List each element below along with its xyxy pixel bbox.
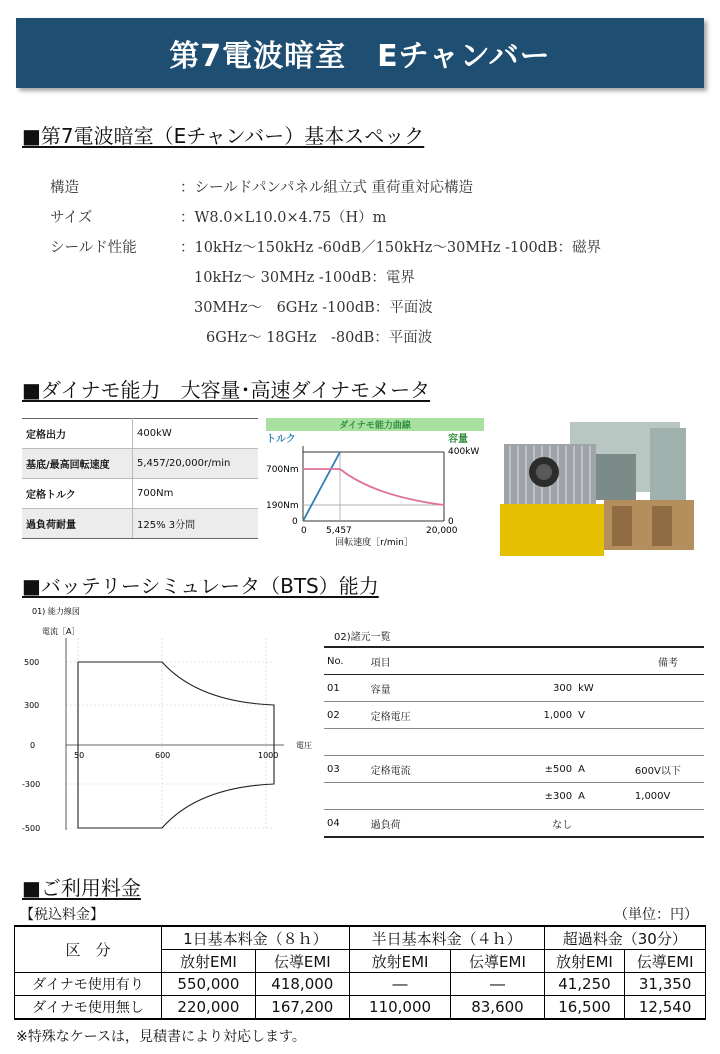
bts-spec-table: [324, 646, 704, 838]
dynamometer-photo: [500, 414, 706, 556]
spec-structure-value: ：シールドパンパネル組立式 重荷重対応構造: [180, 180, 474, 196]
dyna-row-label: 過負荷耐量: [22, 509, 133, 539]
row-note: 1,000V: [632, 783, 704, 810]
sub-header: 伝導EMI: [255, 950, 349, 973]
table-row: [324, 756, 704, 783]
torque-falloff-curve: [340, 469, 444, 505]
section-heading-dyna: ■ダイナモ能力 大容量･高速ダイナモメータ: [22, 378, 431, 402]
fee-cell: 16,500: [544, 996, 625, 1020]
header-no: No.: [324, 647, 368, 675]
spec-shield-line: 10kHz～ 30MHz -100dB：電界: [194, 270, 415, 286]
row-no: 02: [324, 702, 368, 729]
row-value: 1,000: [505, 702, 575, 729]
table-row: [22, 449, 258, 479]
y-axis-label: 電流［A］: [42, 627, 80, 636]
row-item: [368, 783, 506, 810]
title-banner: [16, 18, 704, 88]
dyna-row-value: 125% 3分間: [133, 509, 259, 539]
x-tick-label: 20,000: [426, 526, 458, 536]
table-header-row: [15, 926, 706, 950]
row-unit: A: [575, 783, 632, 810]
sub-header: 伝導EMI: [625, 950, 706, 973]
table-row: [324, 702, 704, 729]
dyna-spec-table: [22, 418, 258, 539]
row-note: [632, 675, 704, 702]
row-item: 定格電圧: [368, 702, 506, 729]
spec-shield-line: 30MHz～ 6GHz -100dB：平面波: [194, 300, 433, 316]
table-row: [324, 675, 704, 702]
fee-cell: 110,000: [349, 996, 451, 1020]
x-tick-label: 600: [155, 751, 171, 760]
fee-cell: 83,600: [451, 996, 544, 1020]
y-tick-label: 500: [24, 658, 40, 667]
row-unit: [575, 810, 632, 838]
row-no: 01: [324, 675, 368, 702]
x-tick-label: 1000: [258, 751, 279, 760]
dyna-row-value: 700Nm: [133, 479, 259, 509]
x-tick-label: 50: [74, 751, 85, 760]
section-heading-bts: ■バッテリーシミュレータ（BTS）能力: [22, 574, 379, 598]
header-note: 備考: [632, 647, 704, 675]
table-row: [22, 479, 258, 509]
footnote: ※特殊なケースは，見積書により対応します。: [16, 1029, 306, 1045]
spec-size-value: ：W8.0×L10.0×4.75（H）m: [180, 210, 387, 226]
fee-cell: ―: [349, 973, 451, 996]
category-header: 区 分: [15, 926, 162, 973]
page-title: 第7電波暗室 Eチャンバー: [169, 39, 551, 74]
spec-shield-line: ：10kHz～150kHz -60dB／150kHz～30MHz -100dB：磁界: [180, 240, 602, 256]
y-tick-label: 300: [24, 701, 40, 710]
spec-shield-label: シールド性能: [50, 240, 137, 256]
dyna-row-label: 定格出力: [22, 419, 133, 449]
table-row: [324, 810, 704, 838]
row-label: ダイナモ使用有り: [15, 973, 162, 996]
fee-cell: 550,000: [162, 973, 256, 996]
x-tick-label: 0: [301, 526, 307, 536]
row-value: [505, 729, 575, 756]
dyna-row-label: 基底/最高回転速度: [22, 449, 133, 479]
power-axis-title: 容量: [448, 434, 468, 445]
row-value: 300: [505, 675, 575, 702]
row-item: [368, 729, 506, 756]
y-tick-label: 0: [30, 741, 36, 750]
table-row: [22, 509, 258, 539]
group-header: 1日基本料金（８ｈ）: [162, 926, 350, 950]
section-heading-fee: ■ご利用料金: [22, 876, 141, 900]
x-axis-label: 電圧: [296, 741, 312, 750]
sub-header: 放射EMI: [162, 950, 256, 973]
table-row: [324, 783, 704, 810]
yellow-base: [500, 504, 604, 556]
fee-cell: 31,350: [625, 973, 706, 996]
x-tick-label: 5,457: [326, 526, 352, 536]
row-item: 過負荷: [368, 810, 506, 838]
row-label: ダイナモ使用無し: [15, 996, 162, 1020]
row-unit: kW: [575, 675, 632, 702]
row-no: 03: [324, 756, 368, 783]
row-no: 04: [324, 810, 368, 838]
fee-cell: 167,200: [255, 996, 349, 1020]
row-note: 600V以下: [632, 756, 704, 783]
fee-cell: 41,250: [544, 973, 625, 996]
fee-cell: 220,000: [162, 996, 256, 1020]
row-no: [324, 729, 368, 756]
y-tick-label: -500: [22, 824, 41, 833]
row-value: ±300: [505, 783, 575, 810]
y-tick-label: -300: [22, 780, 41, 789]
x-axis-label: 回転速度［r/min］: [335, 538, 413, 548]
spec-shield-line: 6GHz～ 18GHz -80dB：平面波: [206, 330, 433, 346]
group-header: 超過料金（30分）: [544, 926, 705, 950]
spec-size-label: サイズ: [50, 210, 93, 226]
group-header: 半日基本料金（４ｈ）: [349, 926, 544, 950]
tax-note: 【税込料金】: [20, 907, 104, 923]
row-item: 定格電流: [368, 756, 506, 783]
fee-cell: 12,540: [625, 996, 706, 1020]
row-value: なし: [505, 810, 575, 838]
row-note: [632, 702, 704, 729]
sub-header: 放射EMI: [544, 950, 625, 973]
dyna-row-label: 定格トルク: [22, 479, 133, 509]
sub-header: 伝導EMI: [451, 950, 544, 973]
unit-note: （単位：円）: [614, 907, 698, 923]
bts-table-title: 02)諸元一覧: [334, 632, 391, 643]
fee-table: [14, 925, 706, 1020]
y-tick-label: 190Nm: [266, 501, 299, 511]
section-heading-spec: ■第7電波暗室（Eチャンバー）基本スペック: [22, 124, 425, 148]
row-unit: V: [575, 702, 632, 729]
sub-header: 放射EMI: [349, 950, 451, 973]
dyna-curve-chart: [264, 416, 486, 550]
table-row: [324, 729, 704, 756]
header-item: 項目: [368, 647, 506, 675]
row-unit: A: [575, 756, 632, 783]
spec-structure-label: 構造: [50, 180, 79, 196]
chart-title: 01) 能力線図: [32, 607, 80, 616]
table-row: [22, 419, 258, 449]
table-row: [15, 973, 706, 996]
table-row: [15, 996, 706, 1020]
dyna-row-value: 400kW: [133, 419, 259, 449]
row-note: [632, 729, 704, 756]
torque-axis-title: トルク: [266, 434, 296, 445]
dyna-row-value: 5,457/20,000r/min: [133, 449, 259, 479]
table-header-row: [324, 647, 704, 675]
row-item: 容量: [368, 675, 506, 702]
row-no: [324, 783, 368, 810]
row-note: [632, 810, 704, 838]
fee-cell: 418,000: [255, 973, 349, 996]
right-zero-label: 0: [448, 517, 454, 527]
chart-title: ダイナモ能力曲線: [339, 421, 411, 431]
y-tick-label: 700Nm: [266, 465, 299, 475]
power-max-label: 400kW: [448, 447, 480, 457]
row-unit: [575, 729, 632, 756]
fee-cell: ―: [451, 973, 544, 996]
power-ramp-line: [303, 452, 340, 521]
bts-capability-chart: [18, 602, 318, 834]
row-value: ±500: [505, 756, 575, 783]
y-tick-label: 0: [292, 517, 298, 527]
